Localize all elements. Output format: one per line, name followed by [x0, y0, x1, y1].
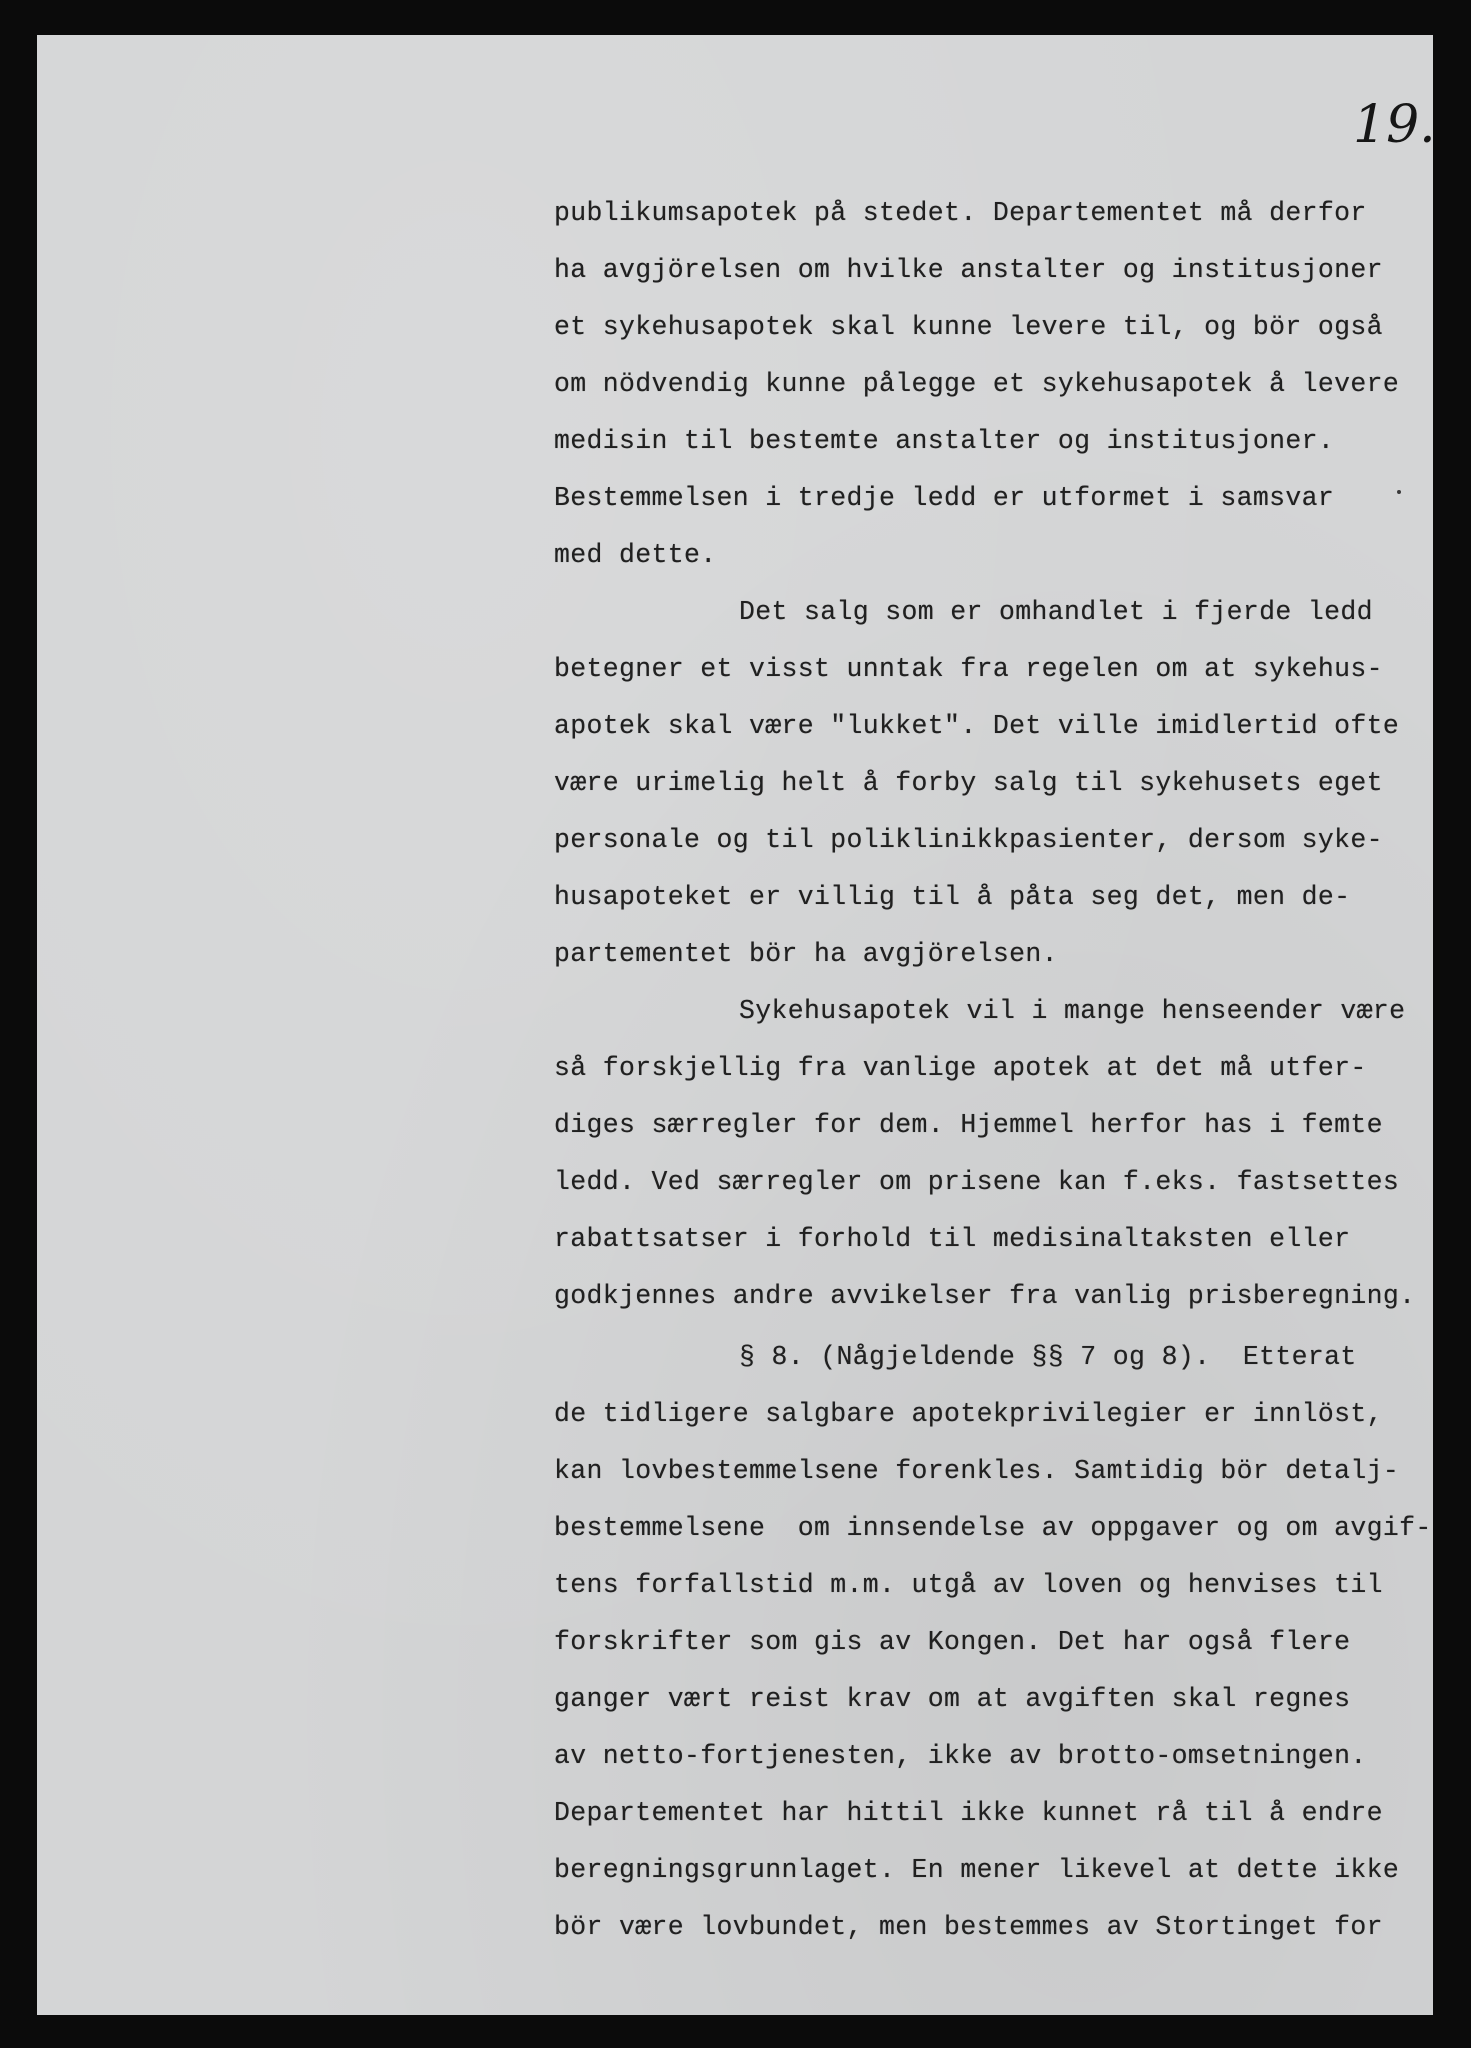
paragraph-start-line: Det salg som er omhandlet i fjerde ledd [739, 597, 1373, 627]
paragraph-start-line: Sykehusapotek vil i mange henseender være [739, 996, 1406, 1026]
ink-mark-dot [1397, 490, 1401, 494]
text-line: medisin til bestemte anstalter og institusjoner. [554, 426, 1335, 456]
text-line: partementet bör ha avgjörelsen. [554, 939, 1058, 969]
body-text [554, 185, 1454, 1956]
text-line: bestemmelsene om innsendelse av oppgaver og om avgif- [554, 1513, 1432, 1543]
text-line: forskrifter som gis av Kongen. Det har også flere [554, 1627, 1351, 1657]
text-line: et sykehusapotek skal kunne levere til, og bör også [554, 312, 1383, 342]
section-heading-line: § 8. (Någjeldende §§ 7 og 8). Etterat [739, 1342, 1357, 1372]
page-number: 19. [1353, 95, 1436, 155]
text-line: diges særregler for dem. Hjemmel herfor has i femte [554, 1110, 1383, 1140]
text-line: tens forfallstid m.m. utgå av loven og henvises til [554, 1570, 1383, 1600]
text-line: apotek skal være "lukket". Det ville imidlertid ofte [554, 711, 1400, 741]
text-line: ha avgjörelsen om hvilke anstalter og institusjoner [554, 255, 1383, 285]
text-line: kan lovbestemmelsene forenkles. Samtidig bör detalj- [554, 1456, 1400, 1486]
text-line: Bestemmelsen i tredje ledd er utformet i samsvar [554, 483, 1335, 513]
text-line: være urimelig helt å forby salg til sykehusets eget [554, 768, 1383, 798]
text-line: av netto-fortjenesten, ikke av brotto-omsetningen. [554, 1741, 1367, 1771]
text-line: godkjennes andre avvikelser fra vanlig prisberegning. [554, 1281, 1416, 1311]
text-line: med dette. [554, 540, 717, 570]
text-line: husapoteket er villig til å påta seg det, men de- [554, 882, 1351, 912]
text-line: beregningsgrunnlaget. En mener likevel at dette ikke [554, 1855, 1400, 1885]
document-page [37, 35, 1436, 2015]
text-line: rabattsatser i forhold til medisinaltaksten eller [554, 1224, 1351, 1254]
text-line: Departementet har hittil ikke kunnet rå til å endre [554, 1798, 1383, 1828]
text-line: ledd. Ved særregler om prisene kan f.eks. fastsettes [554, 1167, 1400, 1197]
text-line: publikumsapotek på stedet. Departementet må derfor [554, 198, 1367, 228]
text-line: så forskjellig fra vanlige apotek at det må utfer- [554, 1053, 1367, 1083]
text-line: de tidligere salgbare apotekprivilegier er innlöst, [554, 1399, 1383, 1429]
text-line: betegner et visst unntak fra regelen om at sykehus- [554, 654, 1383, 684]
text-line: bör være lovbundet, men bestemmes av Stortinget for [554, 1912, 1383, 1942]
text-line: ganger vært reist krav om at avgiften skal regnes [554, 1684, 1351, 1714]
text-line: personale og til poliklinikkpasienter, dersom syke- [554, 825, 1383, 855]
text-line: om nödvendig kunne pålegge et sykehusapotek å levere [554, 369, 1400, 399]
